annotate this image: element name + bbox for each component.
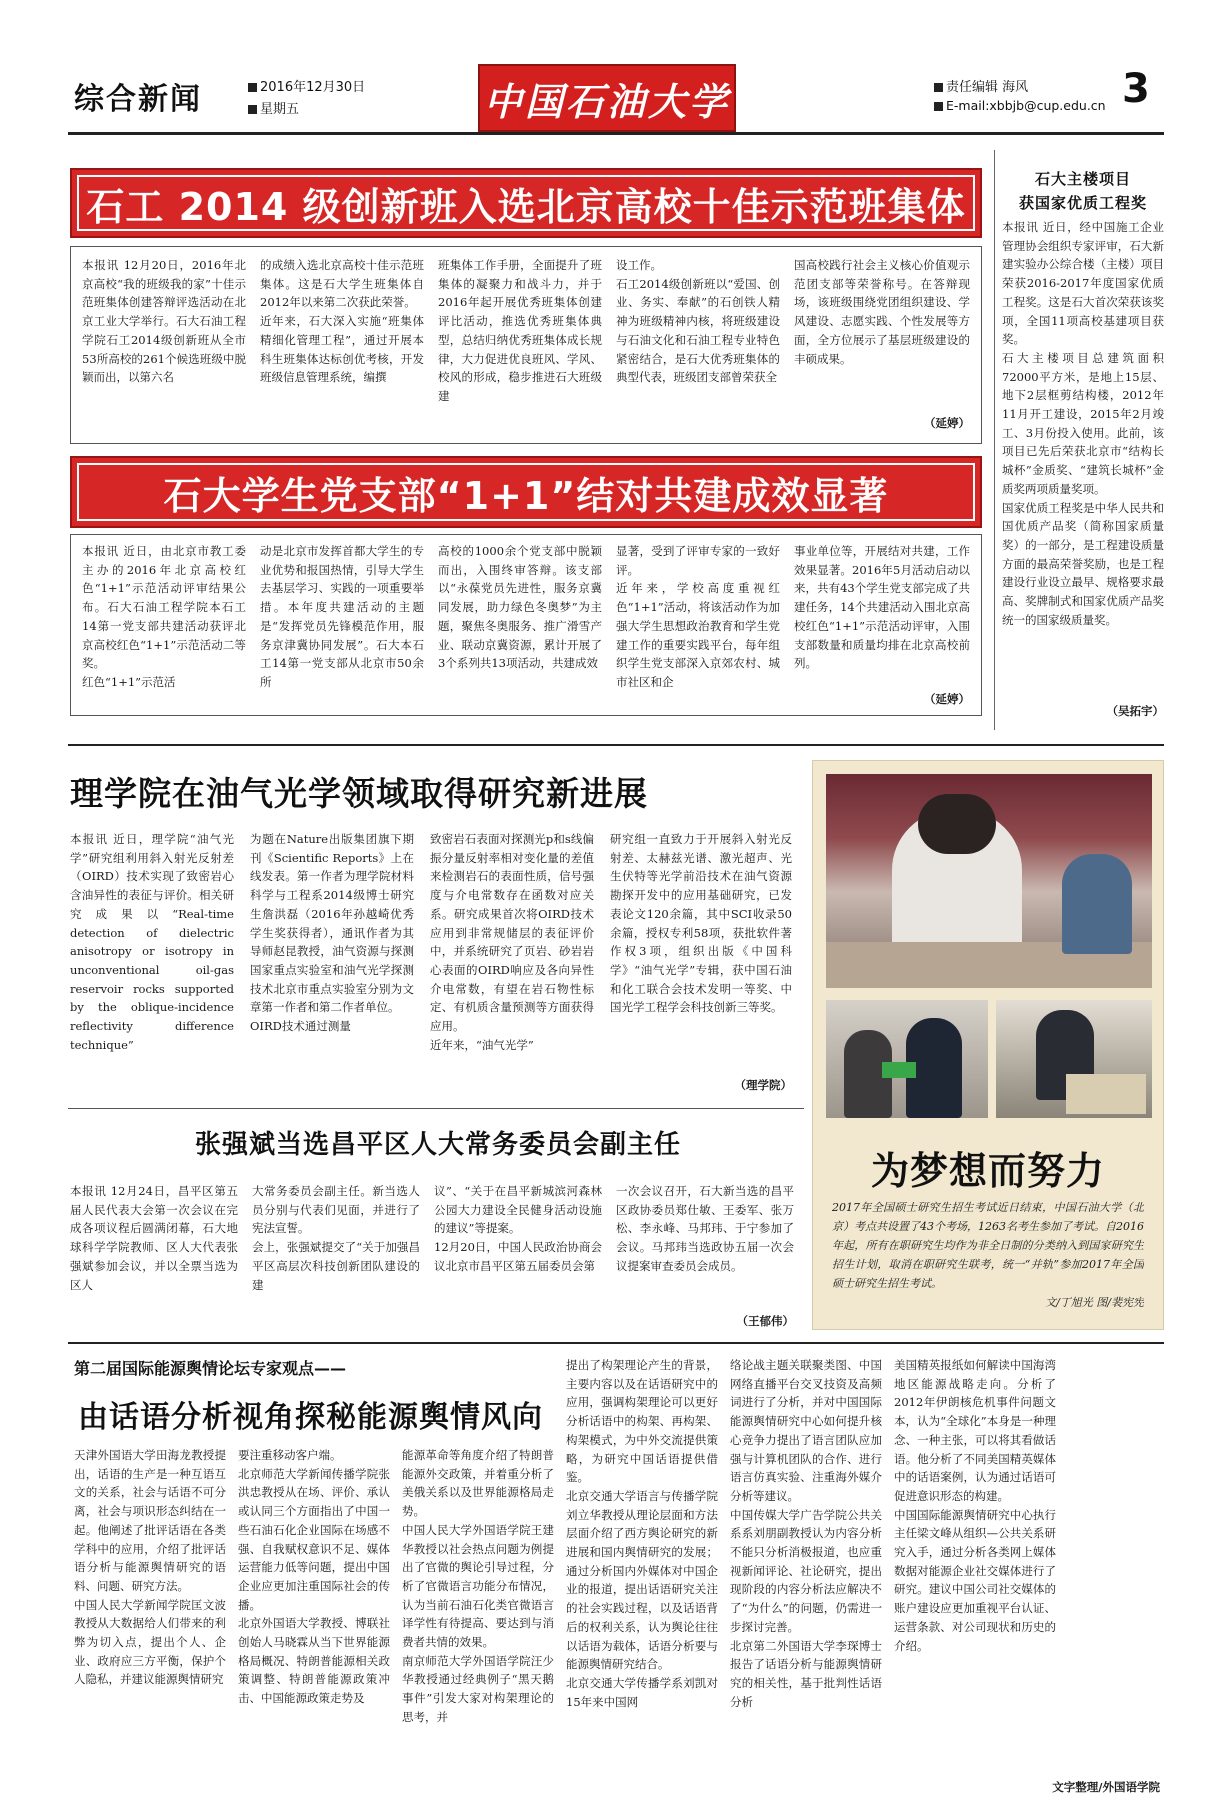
section-name: 综合新闻	[74, 82, 202, 117]
sidebar-divider	[994, 150, 995, 730]
article5-author: 文字整理/外国语学院	[1052, 1780, 1160, 1794]
article4-col-1: 本报讯 12月24日，昌平区第五届人民代表大会第一次会议在完成各项议程后圆满闭幕，石大地球科学学院教师、区人大代表张强斌参加会议，并以全票当选为区人	[70, 1184, 238, 1292]
article3-title: 理学院在油气光学领域取得研究新进展	[70, 774, 648, 813]
bullet-square-icon	[248, 83, 257, 92]
issue-date: 2016年12月30日	[248, 76, 365, 95]
article1-col-4: 设工作。 石工2014级创新班以“爱国、创业、务实、奉献”的石创铁人精神为班级精神内核，将班级建设与石油文化和石油工程专业特色紧密结合，是石大优秀班集体的典型代表，班级团支部曾荣获全	[616, 258, 780, 385]
article5-col-5: 络论战主题关联聚类图、中国网络直播平台交叉技资及高频词进行了分析，并对中国国际能源舆情研究中心如何提升核心竞争力提出了语言团队应加强与计算机团队的合作、进行语言仿真实验、注重海外媒介分析等建议。 中国传媒大学广告学院公共关系系刘朋副教授认为内容分析不能只分析消极报道，也应重视新闻评论、社论研究，提出现阶段的内容分析法应解决不了“为什么”的问题，仍需进一步探讨完善。 北京第二外国语大学李琛博士报告了话语分析与能源舆情研究的相关性，基于批判性话语分析	[730, 1358, 882, 1709]
paper-box	[1066, 1074, 1146, 1114]
article2-col-5: 事业单位等，开展结对共建，工作效果显著。2016年5月活动启动以来，共有43个学生党支部完成了共建任务，14个共建活动入围北京高校红色“1+1”示范活动评审，入围支部数量和质量均排在北京高校前列。	[794, 544, 970, 671]
article4-title: 张强斌当选昌平区人大常务委员会副主任	[194, 1130, 681, 1160]
bullet-square-icon	[934, 83, 943, 92]
article2-title: 石大学生党支部“1+1”结对共建成效显著	[163, 473, 889, 518]
article4-col-4: 一次会议召开，石大新当选的昌平区政协委员郑仕敏、王委军、张万松、李永峰、马邦玮、于宁参加了会议。马邦玮当选政协五届一次会议提案审查委员会成员。	[616, 1184, 794, 1273]
article5-kicker: 第二届国际能源舆情论坛专家观点——	[74, 1359, 347, 1378]
sidebar-title-line-2: 获国家优质工程奖	[1018, 194, 1147, 212]
article3-col-1: 本报讯 近日，理学院“油气光学”研究组利用斜入射光反射差（OIRD）技术实现了致密岩心含油异性的表征与评价。相关研究成果以“Real-time detection of dielectric anisotropy or isotropy in unconventional oil-gas reservoir rocks supported by the oblique-incidence reflectivity difference technique”	[70, 832, 234, 1052]
section-rule-3	[68, 1342, 1164, 1344]
article4-col-3: 议”、“关于在昌平新城滨河森林公园大力建设全民健身活动设施的建议”等提案。 12月20日，中国人民政治协商会议北京市昌平区第五届委员会第	[434, 1184, 602, 1273]
page-number: 3	[1122, 66, 1151, 112]
article5-col-2: 要注重移动客户端。 北京师范大学新闻传播学院张洪忠教授从在场、评价、承认或认同三个方面指出了中国一些石油石化企业国际在场感不强、自我赋权意识不足、媒体运营能力低等问题，提出中国企业应更加注重国际社会的传播。 北京外国语大学教授、博联社创始人马晓霖从当下世界能源格局概况、特朗普能源相关政策调整、特朗普能源政策冲击、中国能源政策走势及	[238, 1448, 390, 1706]
photo-caption: 2017年全国硕士研究生招生考试近日结束，中国石油大学（北京）考点共设置了43个考场，1263名考生参加了考试。自2016年起，所有在职研究生均作为非全日制的分类纳入到国家研究生招生计划，取消在职研究生联考，统一“并轨”参加2017年全国硕士研究生招生考试。	[832, 1201, 1144, 1290]
article1-title-band	[70, 168, 982, 238]
article2-title-band	[70, 456, 982, 528]
editor-credit: 责任编辑 海风	[934, 76, 1028, 95]
article2-col-3: 高校的1000余个党支部中脱颖而出，入围终审答辩。该支部以“永葆党员先进性，服务京冀同发展，助力绿色冬奥梦”为主题，聚焦冬奥服务、推广滑雪产业、联动京冀资源，累计开展了3个系列共13项活动，共建成效	[438, 544, 602, 671]
background-student	[1062, 854, 1132, 954]
section-rule-1	[68, 744, 1164, 746]
newspaper-logo: 中国石油大学	[478, 64, 736, 132]
article1-title: 石工 2014 级创新班入选北京高校十佳示范班集体	[86, 184, 966, 229]
editor-email[interactable]: E-mail:xbbjb@cup.edu.cn	[934, 98, 1106, 113]
article1-col-5: 国高校践行社会主义核心价值观示范团支部等荣誉称号。在答辩现场，该班级围绕党团组织建设、学风建设、志愿实践、个性发展等方面，全方位展示了基层班级建设的丰硕成果。	[794, 258, 970, 366]
article3-author: （理学院）	[734, 1078, 792, 1092]
article2-col-1: 本报讯 近日，由北京市教工委主办的2016年北京高校红色“1+1”示范活动评审结果公布。石大石油工程学院本石工14第一党支部共建活动获评北京高校红色“1+1”示范活动二等奖。 红色“1+1”示范活	[82, 544, 246, 689]
article5-col-1: 天津外国语大学田海龙教授提出，话语的生产是一种互语互文的关系，社会与话语不可分离，社会与项识形态纠结在一起。他阐述了批评话语在各类学科中的应用，介绍了批评话语分析与能源舆情研究的语料、问题、研究方法。 中国人民大学新闻学院匡文波教授从大数据给人们带来的利弊为切入点，提出个人、企业、政府应三方平衡，保护个人隐私，并建议能源舆情研究	[74, 1448, 226, 1687]
article1-author: （延婷）	[924, 416, 970, 430]
bullet-square-icon	[934, 102, 943, 111]
sidebar-author: （吴拓宇）	[1106, 704, 1164, 718]
issue-weekday: 星期五	[248, 98, 299, 117]
article5-col-3: 能源革命等角度介绍了特朗普能源外交政策，并着重分析了美俄关系以及世界能源格局走势。 中国人民大学外国语学院王建华教授以社会热点问题为例提出了官微的舆论引导过程，分析了官微语言功能分布情况，认为当前石油石化类官微语言译学性有待提高、要达到与消费者共情的效果。 南京师范大学外国语学院汪少华教授通过经典例子“黑天鹅事件”引发大家对构架理论的思考，并	[402, 1448, 554, 1724]
article1-col-1: 本报讯 12月20日，2016年北京高校“我的班级我的家”十佳示范班集体创建答辩评选活动在北京工业大学举行。石大石油工程学院石工2014级创新班从全市53所高校的261个候选班级中脱颖而出，以第六名	[82, 258, 246, 385]
id-check-photo	[826, 1000, 988, 1118]
article4-col-2: 大常务委员会副主任。新当选人员分别与代表们见面，并进行了宪法宣誓。 会上，张强斌提交了“关于加强昌平区高层次科技创新团队建设的建	[252, 1184, 420, 1292]
bullet-square-icon	[248, 105, 257, 114]
article3-col-3: 致密岩石表面对探测光p和s线偏振分量反射率相对变化量的差值来检测岩石的表面性质，信号强度与介电常数存在函数对应关系。研究成果首次将OIRD技术应用到非常规储层的表征评价中，并系统研究了页岩、砂岩岩心表面的OIRD响应及各向异性介电常数，有望在岩石物性标定、有机质含量预测等方面获得应用。 近年来，“油气光学”	[430, 832, 594, 1052]
papers-photo	[996, 1000, 1152, 1118]
photo-credit: 文/丁旭光 图/裴宪宪	[1045, 1296, 1144, 1309]
sidebar-body: 本报讯 近日，经中国施工企业管理协会组织专家评审，石大新建实验办公综合楼（主楼）项目荣获2016-2017年度国家优质工程奖。这是石大首次荣获该奖项，全国11项高校基建项目获奖。 石大主楼项目总建筑面积72000平方米，是地上15层、地下2层框剪结构楼，2012年11月开工建设，2015年2月竣工、3月份投入使用。此前，该项目已先后荣获北京市“结构长城杯”金质奖、“建筑长城杯”金质奖两项质量奖项。 国家优质工程奖是中华人民共和国优质产品奖（简称国家质量奖）的一部分，是工程建设质量方面的最高荣誉奖励，也是工程建设行业设立最早、规格要求最高、奖牌制式和国家优质产品奖统一的国家级质量奖。	[1002, 220, 1164, 627]
section-rule-2	[68, 1108, 804, 1109]
article5-col-6: 美国精英报纸如何解读中国海湾地区能源战略走向。分析了2012年伊朗核危机事件问题文本，认为“全球化”本身是一种理念、一种主张，可以将其看做话语。他分析了不同美国精英媒体中的话语案例，认为通过话语可促进意识形态的构建。 中国国际能源舆情研究中心执行主任梁文峰从组织—公共关系研究入手，通过分析各类网上媒体数据对能源企业社交媒体进行了研究。建议中国公司社交媒体的账户建设应更加重视平台认证、运营条款、对公司现状和历史的介绍。	[894, 1358, 1056, 1653]
article5-title: 由话语分析视角探秘能源舆情风向	[78, 1400, 543, 1435]
photo-caption-title: 为梦想而努力	[870, 1149, 1105, 1193]
article1-col-3: 班集体工作手册，全面提升了班集体的凝聚力和战斗力，并于2016年起开展优秀班集体创建评比活动，推选优秀班集体典型，总结归纳优秀班集体成长规律，大力促进优良班风、学风、校风的形成，稳步推进石大班级建	[438, 258, 602, 403]
article2-col-4: 显著，受到了评审专家的一致好评。 近年来，学校高度重视红色“1+1”活动，将该活动作为加强大学生思想政治教育和学生党建工作的重要实践平台，每年组织学生党支部深入京郊农村、城市社区和企	[616, 544, 780, 689]
article5-col-4: 提出了构架理论产生的背景，主要内容以及在话语研究中的应用，强调构架理论可以更好分析话语中的构架、再构架、构架模式，为中外交流提供策略，为研究中国话语提供借鉴。 北京交通大学语言与传播学院刘立华教授从理论层面和方法层面介绍了西方舆论研究的新进展和国内舆情研究的发展；通过分析国内外媒体对中国企业的报道，提出话语研究关注的社会实践过程，以及话语背后的权利关系，认为舆论往往以话语为载体，话语分析要与能源舆情研究结合。 北京交通大学传播学系刘凯对15年来中国网	[566, 1358, 718, 1709]
article2-author: （延婷）	[924, 692, 970, 706]
green-folder	[882, 1062, 916, 1078]
article1-col-2: 的成绩入选北京高校十佳示范班集体。这是石大学生班集体自2012年以来第二次获此荣誉。 近年来，石大深入实施“班集体精细化管理工程”，通过开展本科生班集体达标创优考核，开发班级信息管理系统，编撰	[260, 258, 424, 385]
student-hair	[918, 794, 996, 854]
masthead-rule	[68, 132, 1164, 135]
article3-col-2: 为题在Nature出版集团旗下期刊《Scientific Reports》上在线发表。第一作者为理学院材料科学与工程系2014级博士研究生詹洪磊（2016年孙越崎优秀学生奖获得者），通讯作者为其导师赵昆教授，油气资源与探测国家重点实验室和油气光学探测技术北京市重点实验室分别为文章第一作者和第二作者单位。 OIRD技术通过测量	[250, 832, 414, 1034]
sidebar-title-line-1: 石大主楼项目	[1034, 170, 1131, 188]
article4-author: （王郁伟）	[736, 1314, 794, 1328]
article3-col-4: 研究组一直致力于开展斜入射光反射差、太赫兹光谱、激光超声、光生伏特等光学前沿技术在油气资源勘探开发中的应用基础研究，已发表论文120余篇，其中SCI收录50余篇，授权专利58项，获批软件著作权3项，组织出版《中国科学》“油气光学”专辑，获中国石油和化工联合会技术发明一等奖、中国光学工程学会科技创新三等奖。	[610, 832, 792, 1015]
article2-col-2: 动是北京市发挥首都大学生的专业优势和报国热情，引导大学生去基层学习、实践的一项重要举措。本年度共建活动的主题是“发挥党员先锋模范作用，服务京津冀协同发展”。石大本石工14第一党支部从北京市50余所	[260, 544, 424, 689]
exam-hall-photo	[826, 774, 1152, 988]
